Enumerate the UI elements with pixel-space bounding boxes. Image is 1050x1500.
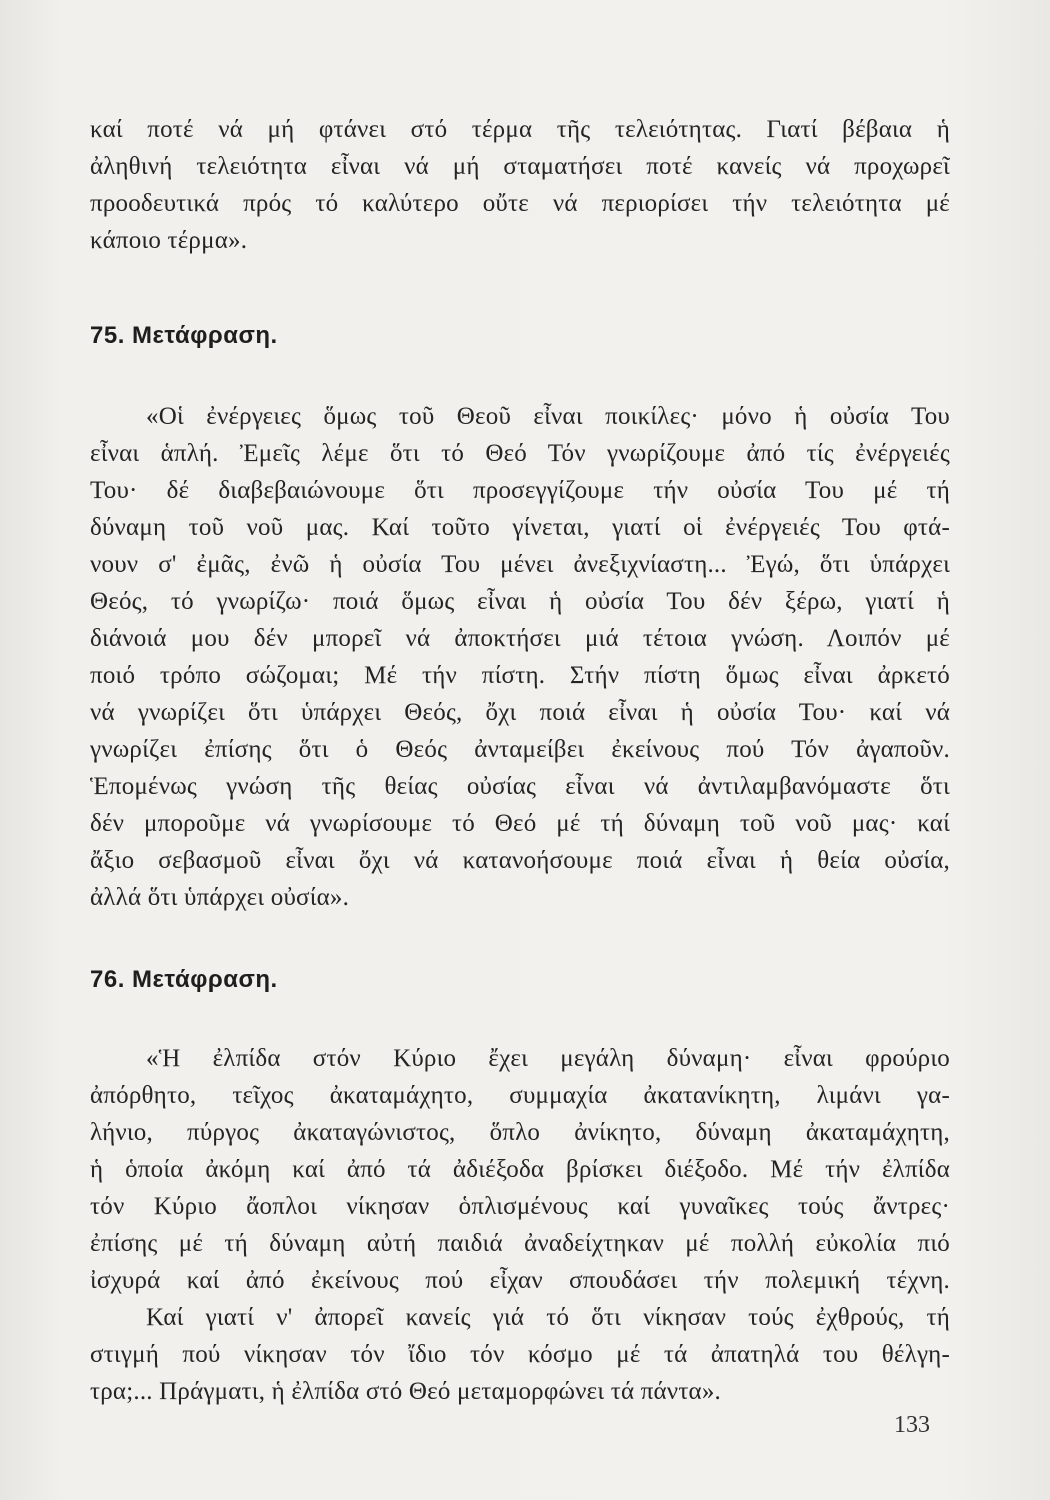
text-line: ἀλλά ὅτι ὑπάρχει οὐσία».: [90, 884, 350, 911]
text-line: ἰσχυρά καί ἀπό ἐκείνους πού εἶχαν σπουδάσει τήν πολεμική τέχνη.: [90, 1267, 950, 1294]
page-number: 133: [894, 1412, 930, 1438]
text-line: ἀπόρθητο, τεῖχος ἀκαταμάχητο, συμμαχία ἀκατανίκητη, λιμάνι γα-: [90, 1082, 950, 1109]
text-line: Του· δέ διαβεβαιώνουμε ὅτι προσεγγίζουμε τήν οὐσία Του μέ τή: [90, 477, 950, 504]
text-line: Καί γιατί ν' ἀπορεῖ κανείς γιά τό ὅτι νίκησαν τούς ἐχθρούς, τή: [146, 1304, 950, 1331]
section-75-paragraph: [90, 398, 950, 916]
text-line: διάνοιά μου δέν μπορεῖ νά ἀποκτήσει μιά τέτοια γνώση. Λοιπόν μέ: [90, 625, 950, 652]
text-line: ἡ ὁποία ἀκόμη καί ἀπό τά ἀδιέξοδα βρίσκει διέξοδο. Μέ τήν ἐλπίδα: [90, 1156, 950, 1183]
text-line: γνωρίζει ἐπίσης ὅτι ὁ Θεός ἀνταμείβει ἐκείνους πού Τόν ἀγαποῦν.: [90, 736, 950, 763]
text-line: λήνιο, πύργος ἀκαταγώνιστος, ὅπλο ἀνίκητο, δύναμη ἀκαταμάχητη,: [90, 1119, 950, 1146]
text-line: εἶναι ἁπλή. Ἐμεῖς λέμε ὅτι τό Θεό Τόν γνωρίζουμε ἀπό τίς ἐνέργειές: [90, 440, 950, 467]
text-line: «Οἱ ἐνέργειες ὅμως τοῦ Θεοῦ εἶναι ποικίλες· μόνο ἡ οὐσία Του: [146, 403, 950, 430]
text-line: στιγμή πού νίκησαν τόν ἴδιο τόν κόσμο μέ τά ἀπατηλά του θέλγη-: [90, 1341, 950, 1368]
text-line: ἀληθινή τελειότητα εἶναι νά μή σταματήσει ποτέ κανείς νά προχωρεῖ: [90, 153, 950, 180]
section-76-paragraph: [90, 1040, 950, 1410]
text-line: τόν Κύριο ἄοπλοι νίκησαν ὁπλισμένους καί γυναῖκες τούς ἄντρες·: [90, 1193, 950, 1220]
text-line: Θεός, τό γνωρίζω· ποιά ὅμως εἶναι ἡ οὐσία Του δέν ξέρω, γιατί ἡ: [90, 588, 950, 615]
text-line: «Ἡ ἐλπίδα στόν Κύριο ἔχει μεγάλη δύναμη· εἶναι φρούριο: [146, 1045, 950, 1072]
text-line: τρα;... Πράγματι, ἡ ἐλπίδα στό Θεό μεταμορφώνει τά πάντα».: [90, 1378, 722, 1405]
text-line: δύναμη τοῦ νοῦ μας. Καί τοῦτο γίνεται, γιατί οἱ ἐνέργειές Του φτά-: [90, 514, 950, 541]
text-line: ἄξιο σεβασμοῦ εἶναι ὄχι νά κατανοήσουμε ποιά εἶναι ἡ θεία οὐσία,: [90, 847, 950, 874]
text-line: Ἑπομένως γνώση τῆς θείας οὐσίας εἶναι νά ἀντιλαμβανόμαστε ὅτι: [90, 773, 950, 800]
text-line: ποιό τρόπο σώζομαι; Μέ τήν πίστη. Στήν πίστη ὅμως εἶναι ἀρκετό: [90, 662, 950, 689]
section-75-heading: 75. Μετάφραση.: [90, 322, 278, 349]
text-line: καί ποτέ νά μή φτάνει στό τέρμα τῆς τελειότητας. Γιατί βέβαια ἡ: [90, 116, 950, 143]
text-line: νουν σ' ἐμᾶς, ἐνῶ ἡ οὐσία Του μένει ἀνεξιχνίαστη... Ἐγώ, ὅτι ὑπάρχει: [90, 551, 950, 578]
section-76-heading: 76. Μετάφραση.: [90, 966, 278, 993]
text-line: δέν μποροῦμε νά γνωρίσουμε τό Θεό μέ τή δύναμη τοῦ νοῦ μας· καί: [90, 810, 950, 837]
text-line: κάποιο τέρμα».: [90, 227, 248, 254]
text-line: προοδευτικά πρός τό καλύτερο οὔτε νά περιορίσει τήν τελειότητα μέ: [90, 190, 950, 217]
intro-paragraph: [90, 111, 950, 259]
text-line: ἐπίσης μέ τή δύναμη αὐτή παιδιά ἀναδείχτηκαν μέ πολλή εὐκολία πιό: [90, 1230, 950, 1257]
text-line: νά γνωρίζει ὅτι ὑπάρχει Θεός, ὄχι ποιά εἶναι ἡ οὐσία Του· καί νά: [90, 699, 950, 726]
